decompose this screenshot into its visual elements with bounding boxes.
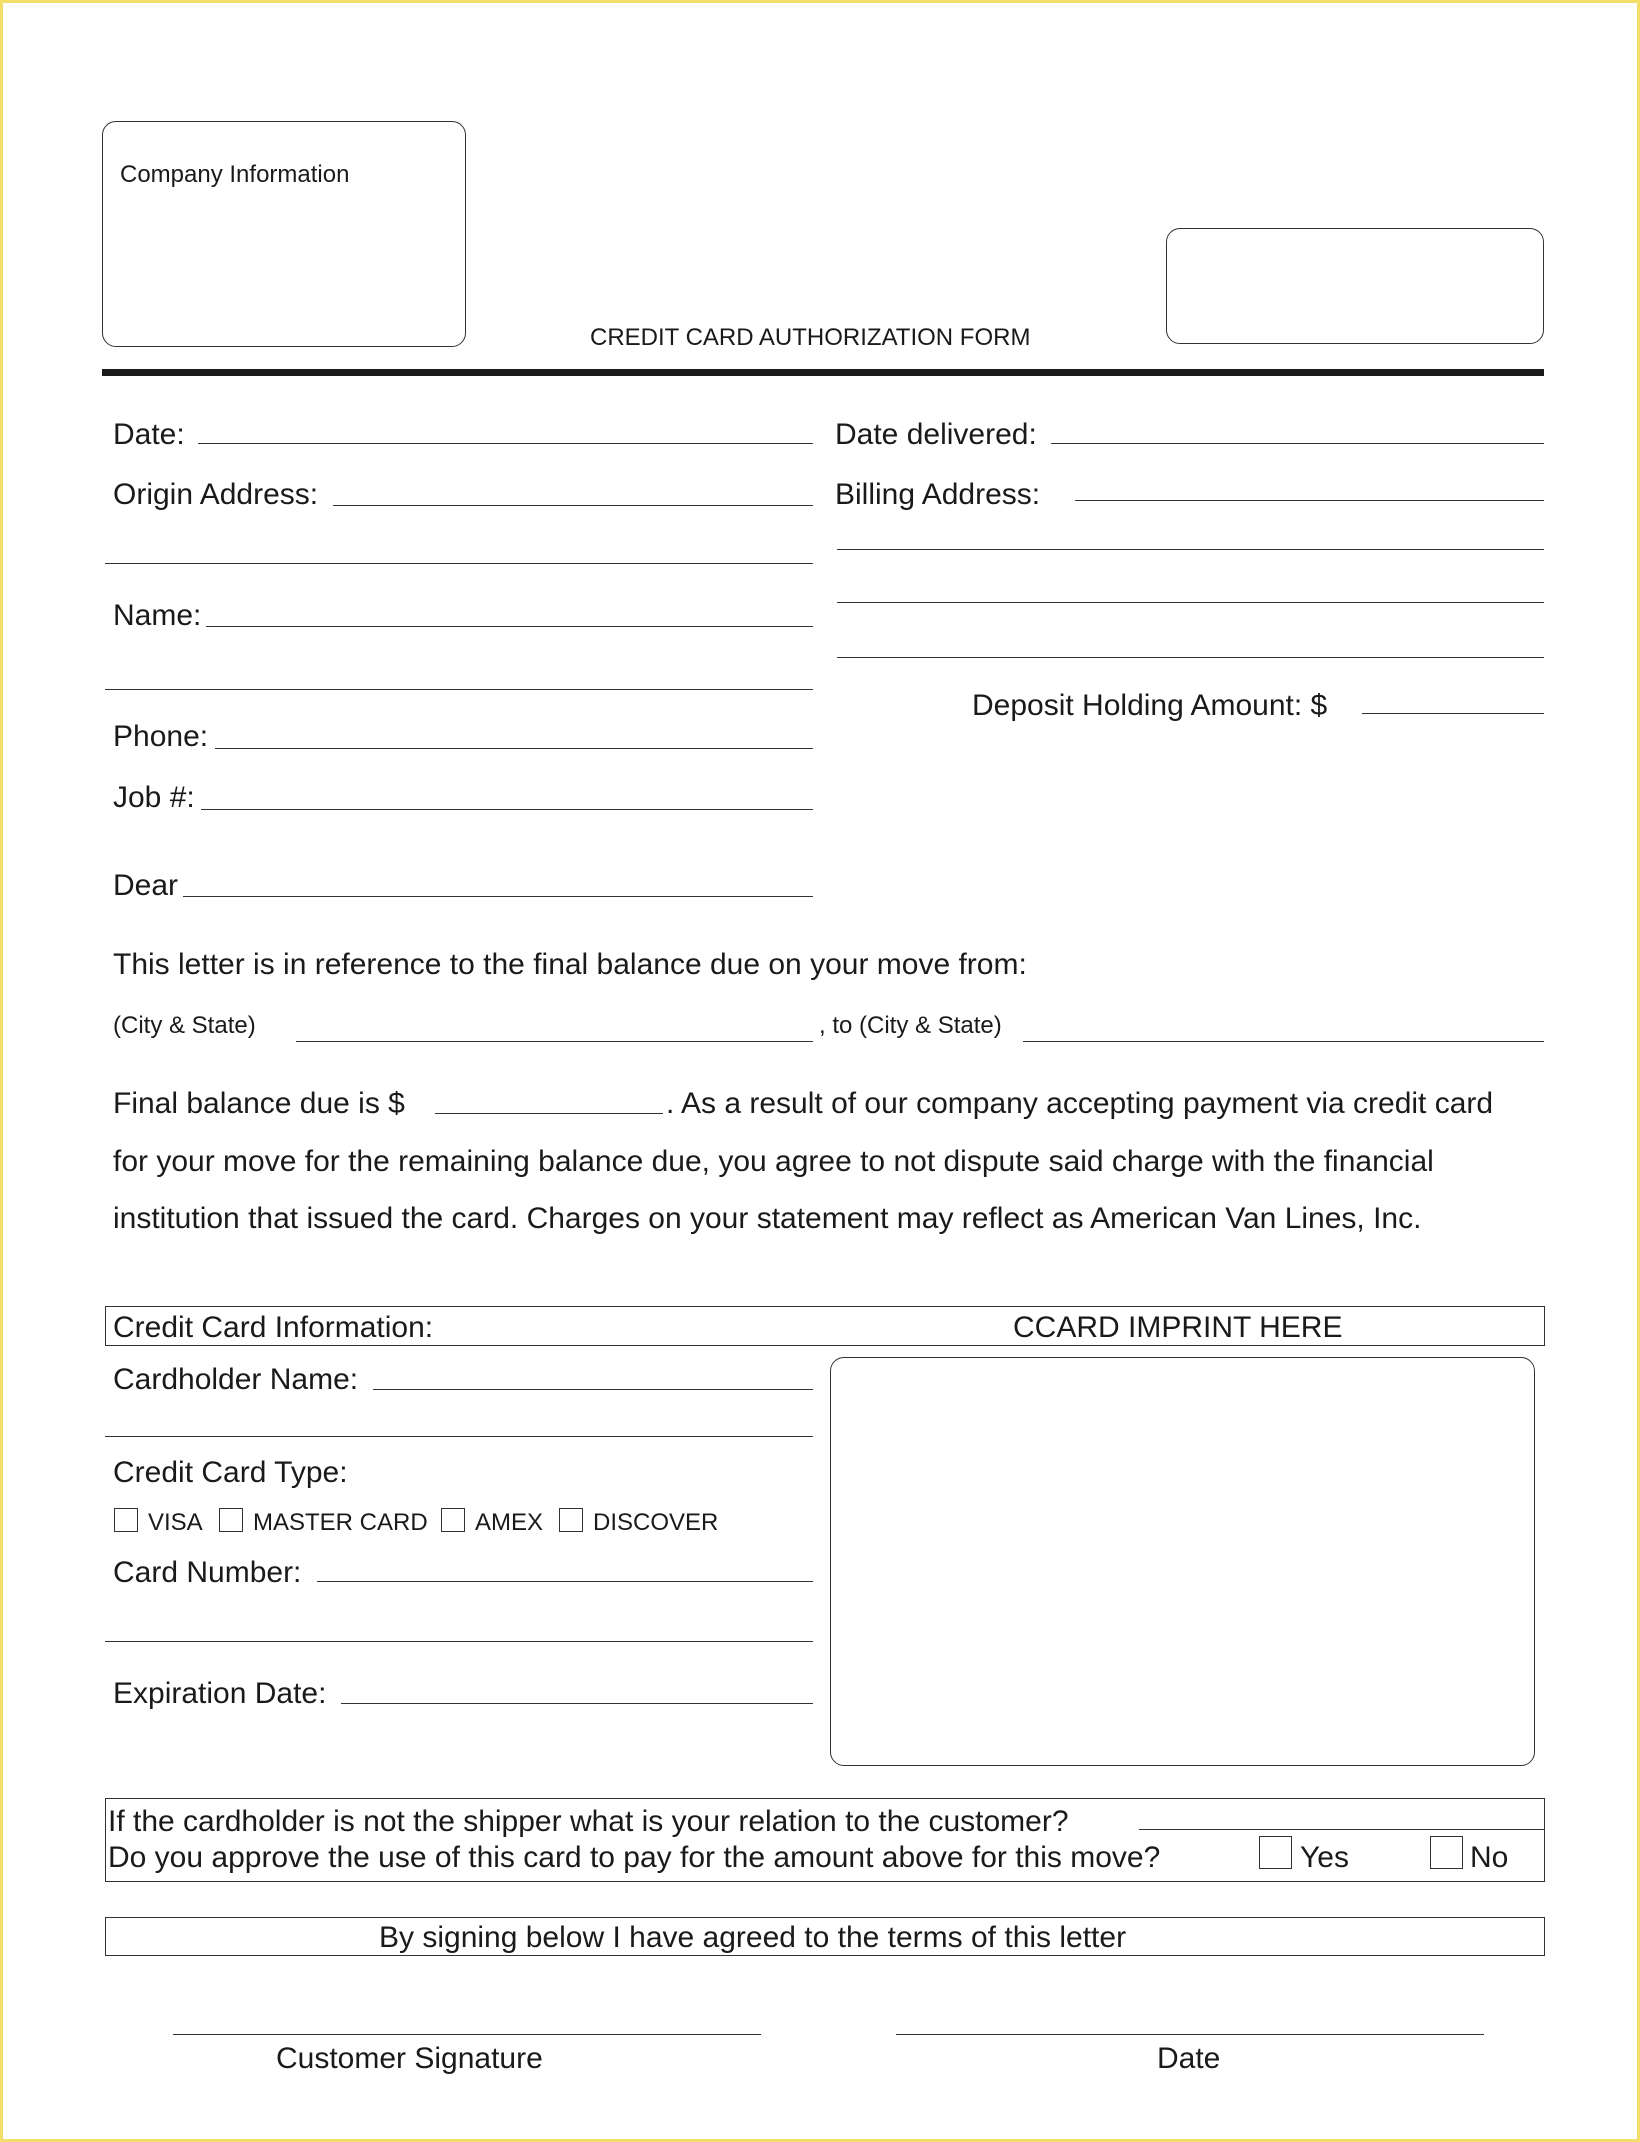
no-label: No <box>1470 1841 1509 1874</box>
balance-prefix: Final balance due is $ <box>113 1087 405 1120</box>
yes-checkbox[interactable] <box>1259 1836 1292 1869</box>
card-number-field-2[interactable] <box>105 1641 813 1642</box>
amex-label: AMEX <box>475 1509 544 1536</box>
date-delivered-field[interactable] <box>1051 443 1544 444</box>
name-field-2[interactable] <box>105 689 813 690</box>
no-checkbox[interactable] <box>1430 1836 1463 1869</box>
expiration-date-field[interactable] <box>341 1703 813 1704</box>
deposit-holding-amount-field[interactable] <box>1362 713 1544 714</box>
letter-line-3: institution that issued the card. Charges on your statement may reflect as American Van Lines, Inc. <box>113 1202 1422 1235</box>
origin-address-field[interactable] <box>333 505 813 506</box>
to-city-state-field[interactable] <box>1023 1041 1544 1042</box>
date-label: Date: <box>113 418 185 451</box>
phone-label: Phone: <box>113 720 209 753</box>
amex-checkbox[interactable] <box>441 1508 465 1532</box>
billing-address-field-2[interactable] <box>837 549 1544 550</box>
from-city-state-label: (City & State) <box>113 1012 256 1039</box>
company-info-box <box>102 121 466 347</box>
signature-date-field[interactable] <box>896 2034 1484 2035</box>
deposit-holding-amount-label: Deposit Holding Amount: $ <box>972 689 1328 722</box>
cardholder-name-label: Cardholder Name: <box>113 1363 359 1396</box>
origin-address-field-2[interactable] <box>105 563 813 564</box>
date-delivered-label: Date delivered: <box>835 418 1037 451</box>
card-number-field[interactable] <box>317 1581 813 1582</box>
form-title: CREDIT CARD AUTHORIZATION FORM <box>590 324 1031 351</box>
imprint-label: CCARD IMPRINT HERE <box>1013 1311 1343 1344</box>
card-number-label: Card Number: <box>113 1556 302 1589</box>
name-label: Name: <box>113 599 202 632</box>
discover-checkbox[interactable] <box>559 1508 583 1532</box>
cardholder-name-field-2[interactable] <box>105 1436 813 1437</box>
visa-checkbox[interactable] <box>114 1508 138 1532</box>
phone-field[interactable] <box>215 748 813 749</box>
letter-reference: This letter is in reference to the final balance due on your move from: <box>113 948 1027 981</box>
billing-address-field-4[interactable] <box>837 657 1544 658</box>
master-card-label: MASTER CARD <box>253 1509 428 1536</box>
to-city-state-label: , to (City & State) <box>819 1012 1002 1039</box>
billing-address-field-3[interactable] <box>837 602 1544 603</box>
from-city-state-field[interactable] <box>296 1041 813 1042</box>
origin-address-label: Origin Address: <box>113 478 319 511</box>
customer-signature-field[interactable] <box>173 2034 761 2035</box>
date-field[interactable] <box>198 443 813 444</box>
billing-address-label: Billing Address: <box>835 478 1041 511</box>
balance-suffix: . As a result of our company accepting payment via credit card <box>666 1087 1494 1120</box>
billing-address-field[interactable] <box>1075 500 1544 501</box>
job-number-field[interactable] <box>201 809 813 810</box>
final-balance-field[interactable] <box>435 1113 663 1114</box>
logo-box <box>1166 228 1544 344</box>
letter-line-2: for your move for the remaining balance due, you agree to not dispute said charge with the financial <box>113 1145 1434 1178</box>
master-card-checkbox[interactable] <box>219 1508 243 1532</box>
signature-date-label: Date <box>1157 2042 1221 2075</box>
customer-signature-label: Customer Signature <box>276 2042 543 2075</box>
agreement-text: By signing below I have agreed to the terms of this letter <box>379 1921 1127 1954</box>
header-divider <box>102 369 1544 376</box>
company-info-label: Company Information <box>120 161 350 188</box>
imprint-box <box>830 1357 1535 1766</box>
name-field[interactable] <box>206 626 813 627</box>
relation-question: If the cardholder is not the shipper what is your relation to the customer? <box>108 1805 1069 1838</box>
dear-label: Dear <box>113 869 179 902</box>
dear-field[interactable] <box>183 896 813 897</box>
card-type-label: Credit Card Type: <box>113 1456 348 1489</box>
relation-field[interactable] <box>1139 1829 1544 1830</box>
credit-card-section-label: Credit Card Information: <box>113 1311 434 1344</box>
cardholder-name-field[interactable] <box>373 1389 813 1390</box>
approve-question: Do you approve the use of this card to pay for the amount above for this move? <box>108 1841 1161 1874</box>
job-number-label: Job #: <box>113 781 195 814</box>
yes-label: Yes <box>1300 1841 1349 1874</box>
discover-label: DISCOVER <box>593 1509 719 1536</box>
expiration-date-label: Expiration Date: <box>113 1677 327 1710</box>
visa-label: VISA <box>148 1509 203 1536</box>
